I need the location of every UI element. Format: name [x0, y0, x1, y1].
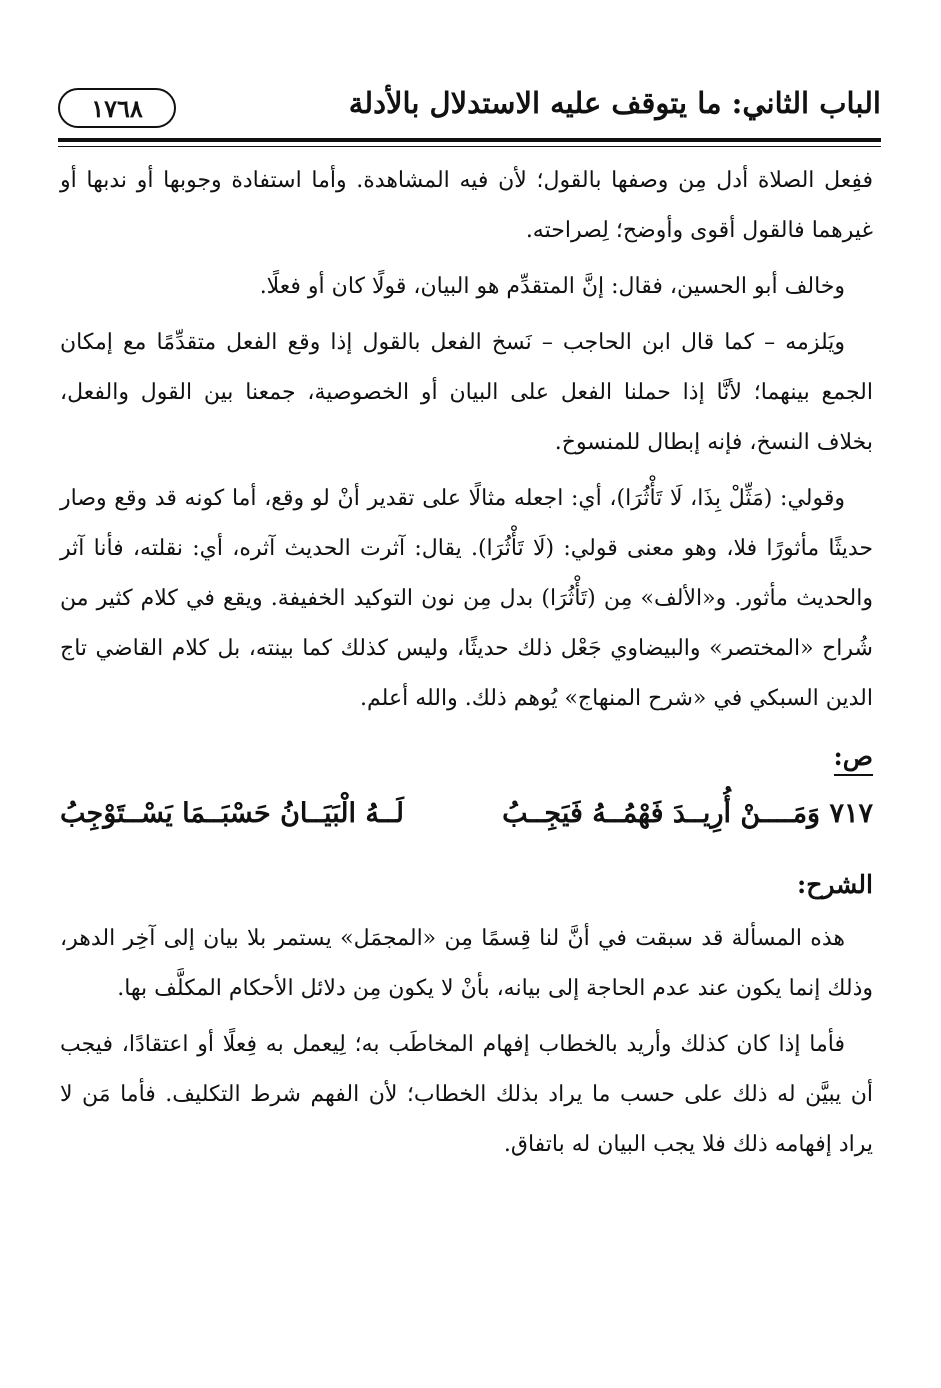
- text-heading: [60, 732, 873, 782]
- poem-verse: [60, 786, 873, 842]
- commentary-paragraph-2: فأما إذا كان كذلك وأريد بالخطاب إفهام المخاطَب به؛ لِيعمل به فِعلًا أو اعتقادًا، فيجب أن يبيَّن له ذلك على حسب ما يراد بذلك الخطاب؛ لأن الفهم شرط التكليف. فأما مَن لا يراد إفهامه ذلك فلا يجب البيان له باتفاق.: [60, 1032, 873, 1157]
- commentary-paragraph-1: هذه المسألة قد سبقت في أنَّ لنا قِسمًا مِن «المجمَل» يستمر بلا بيان إلى آخِر الدهر، وذلك إنما يكون عند عدم الحاجة إلى بيانه، بأنْ لا يكون مِن دلائل الأحكام المكلَّف بها.: [60, 926, 873, 1001]
- commentary-heading: الشرح:: [796, 870, 873, 899]
- verse-first-hemistich: [502, 786, 873, 842]
- paragraph-3: ويَلزمه – كما قال ابن الحاجب – نَسخ الفعل بالقول إذا وقع الفعل متقدِّمًا مع إمكان الجمع بينهما؛ لأنَّا إذا حملنا الفعل على البيان أو الخصوصية، جمعنا بين القول والفعل، بخلاف النسخ، فإنه إبطال للمنسوخ.: [60, 330, 873, 455]
- page-header: [58, 84, 881, 142]
- running-title: الباب الثاني: ما يتوقف عليه الاستدلال بالأدلة: [348, 86, 881, 120]
- verse-number: ٧١٧: [829, 798, 873, 829]
- header-rule-thick: [58, 138, 881, 142]
- verse-first-text: وَمَــــنْ أُرِيــدَ فَهْمُــهُ فَيَجِــبُ: [502, 798, 821, 829]
- page-number: ١٧٦٨: [58, 88, 176, 128]
- paragraph-2: وخالف أبو الحسين، فقال: إنَّ المتقدِّم هو البيان، قولًا كان أو فعلًا.: [259, 274, 845, 299]
- page-body: [60, 156, 873, 1176]
- text-heading-label: ص:: [834, 740, 873, 776]
- verse-second-hemistich: لَــهُ الْبَيَــانُ حَسْبَــمَا يَسْــتَوْجِبُ: [60, 798, 404, 829]
- paragraph-4: وقولي: (مَثِّلْ بِذَا، لَا تَأْثُرَا)، أي: اجعله مثالًا على تقدير أنْ لو وقع، أما كونه قد وقع وصار حديثًا مأثورًا فلا، وهو معنى قولي: (لَا تَأْثُرَا). يقال: آثرت الحديث آثره، أي: نقلته، فأنا آثر والحديث مأثور. و«الألف» مِن (تَأْثُرَا) بدل مِن نون التوكيد الخفيفة. ويقع في كلام كثير من شُراح «المختصر» والبيضاوي جَعْل ذلك حديثًا، وليس كذلك كما بينته، بل كلام القاضي تاج الدين السبكي في «شرح المنهاج» يُوهم ذلك. والله أعلم.: [60, 486, 873, 711]
- header-rule-thin: [58, 146, 881, 147]
- paragraph-1: ففِعل الصلاة أدل مِن وصفها بالقول؛ لأن فيه المشاهدة. وأما استفادة وجوبها أو ندبها أو غيرهما فالقول أقوى وأوضح؛ لِصراحته.: [60, 168, 873, 243]
